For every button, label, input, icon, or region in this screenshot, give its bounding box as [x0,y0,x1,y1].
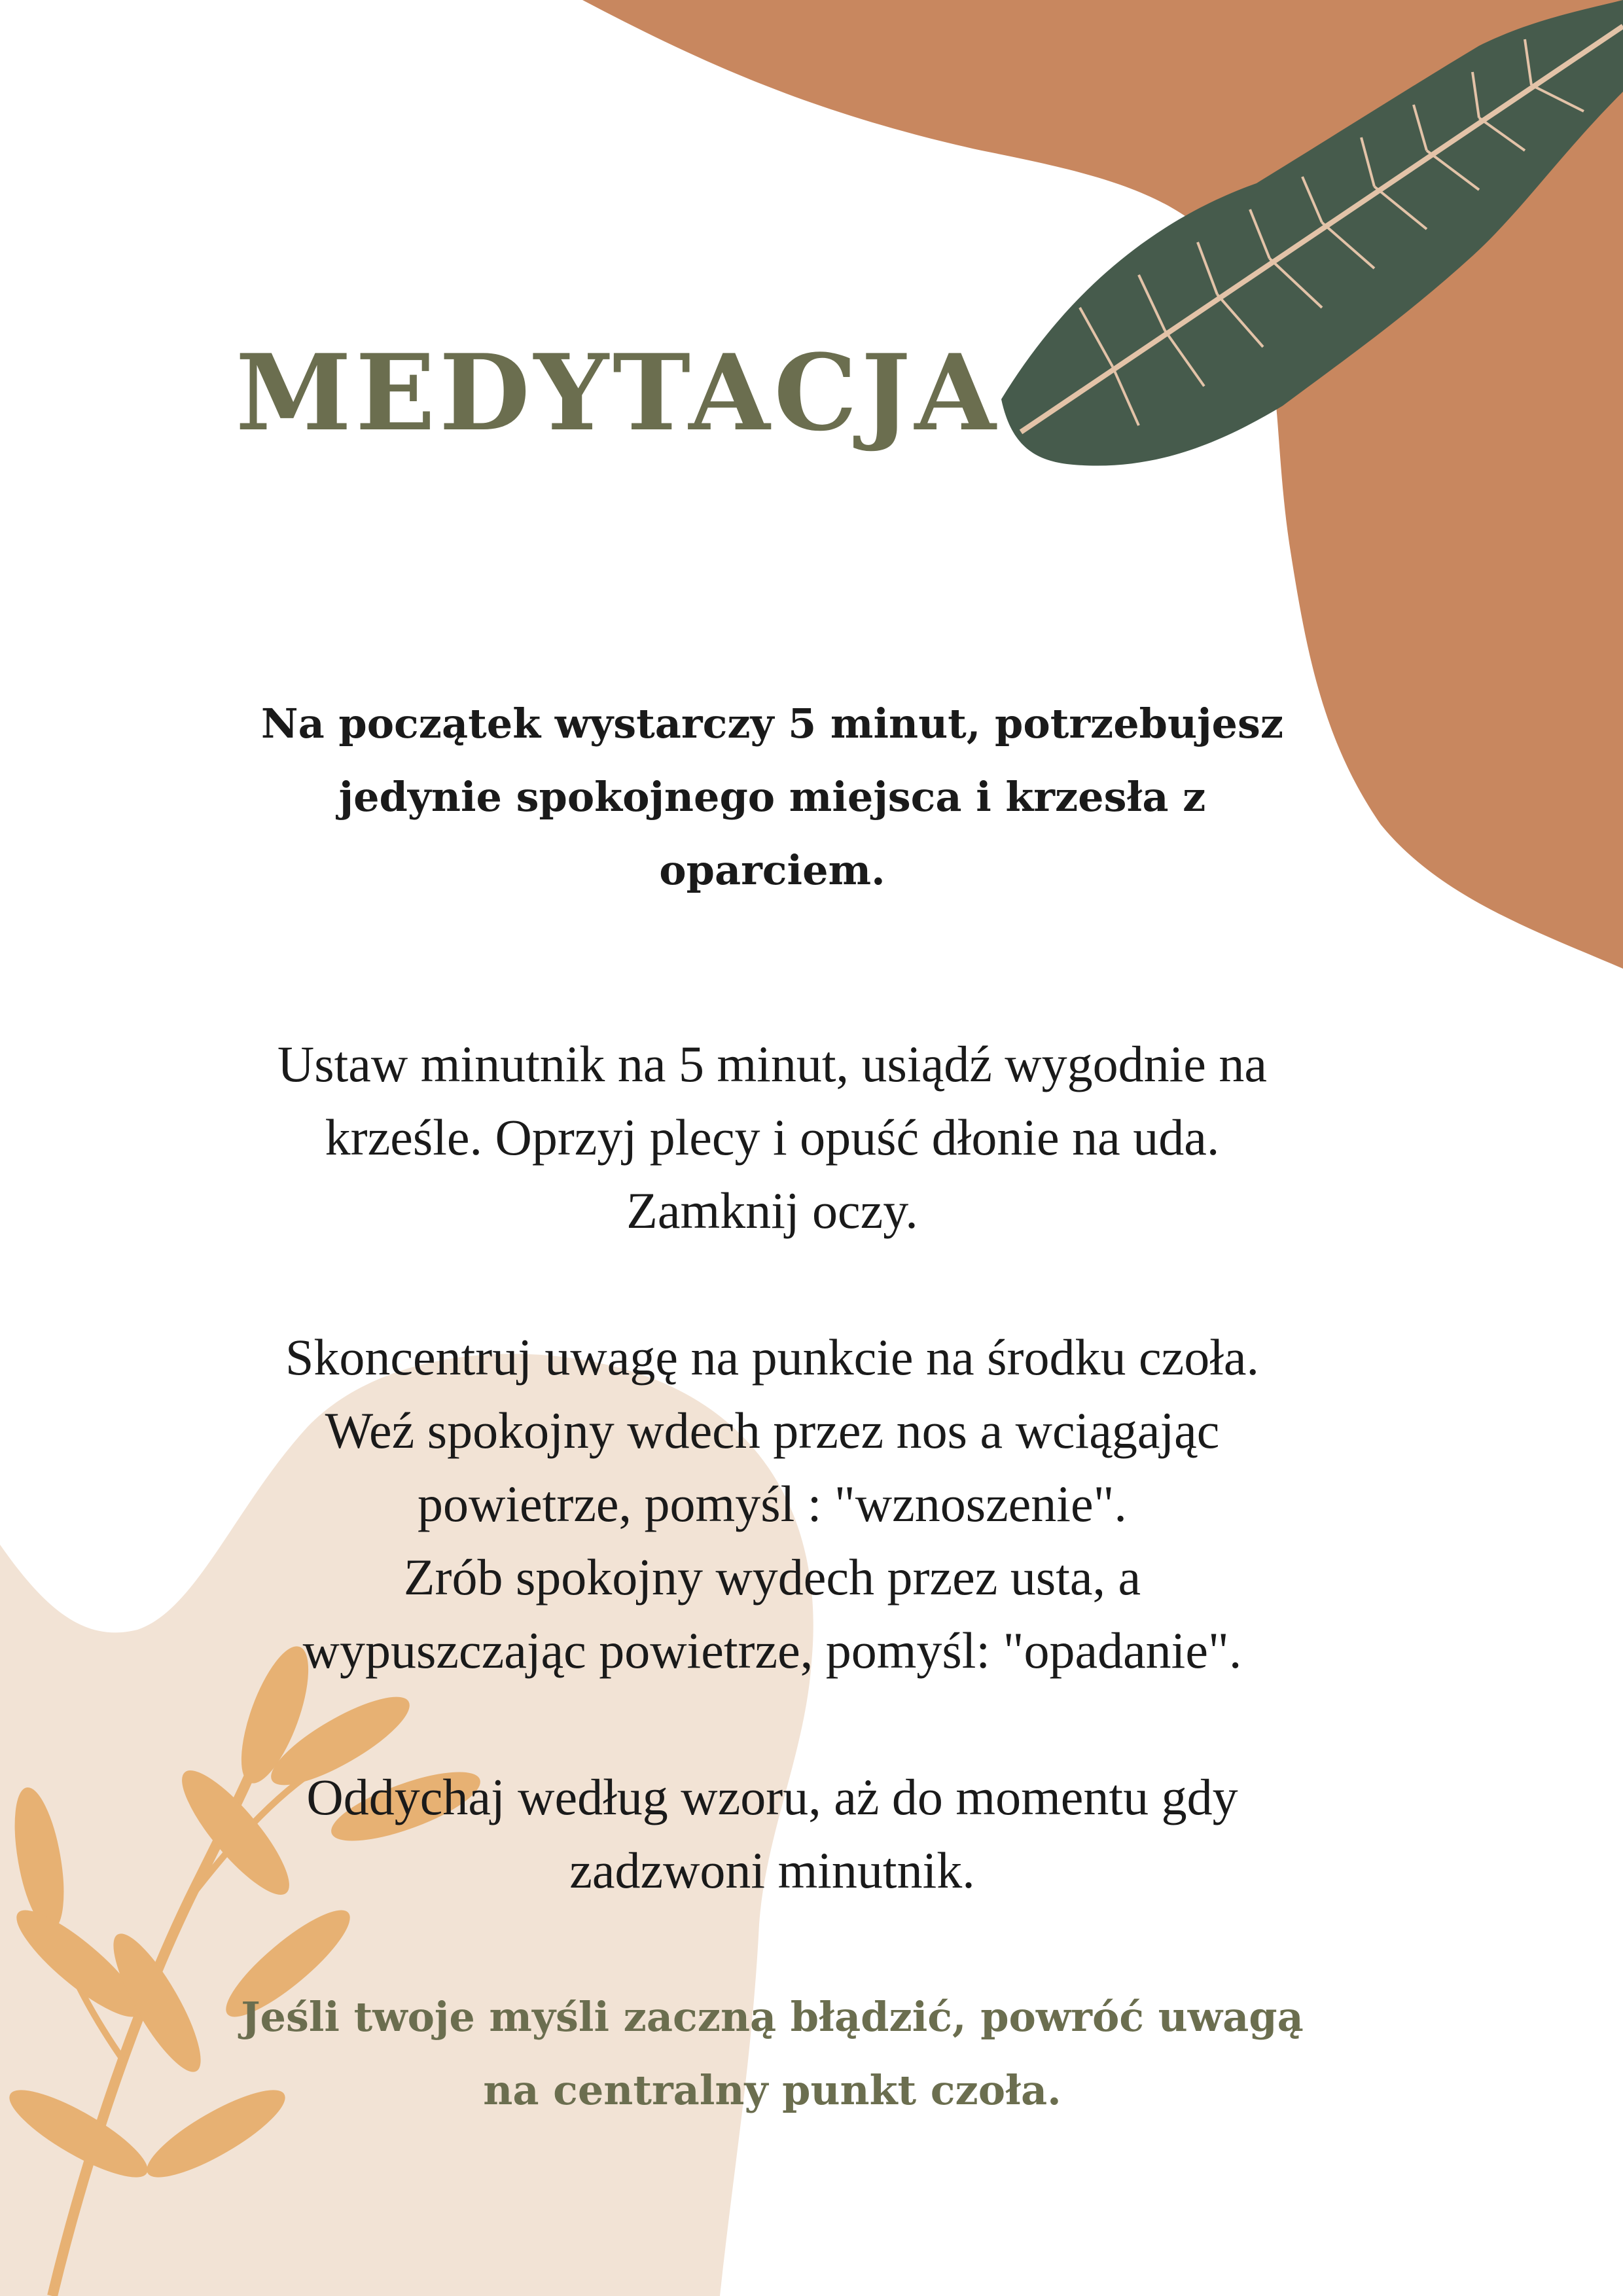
text-line: zadzwoni minutnik. [569,1842,975,1899]
intro-text [157,687,1387,907]
text-line: Skoncentruj uwagę na punkcie na środku czoła. [285,1329,1260,1386]
text-line: wypuszczając powietrze, pomyśl: "opadanie". [302,1622,1242,1679]
emphasis-note [157,1981,1387,2127]
text-line: Zamknij oczy. [626,1182,918,1239]
paragraph-setup [157,1028,1387,1247]
paragraph-breathing [157,1321,1387,1687]
text-line: Oddychaj według wzoru, aż do momentu gdy [306,1768,1238,1825]
intro-line: oparciem. [659,846,885,894]
page-title: MEDYTACJA [236,331,1000,454]
text-line: powietrze, pomyśl : "wznoszenie". [418,1475,1127,1532]
paragraph-pattern [157,1761,1387,1907]
text-line: Ustaw minutnik na 5 minut, usiądź wygodnie na [277,1035,1268,1092]
instructions [157,1028,1387,2200]
text-line: Weź spokojny wdech przez nos a wciągając [325,1402,1220,1459]
intro-line: jedynie spokojnego miejsca i krzesła z [338,773,1206,821]
text-line: na centralny punkt czoła. [483,2066,1061,2114]
text-line: krześle. Oprzyj plecy i opuść dłonie na uda. [325,1109,1220,1166]
text-line: Jeśli twoje myśli zaczną błądzić, powróć uwagą [241,1993,1304,2041]
text-line: Zrób spokojny wydech przez usta, a [403,1549,1141,1605]
intro-line: Na początek wystarczy 5 minut, potrzebujesz [260,700,1284,747]
